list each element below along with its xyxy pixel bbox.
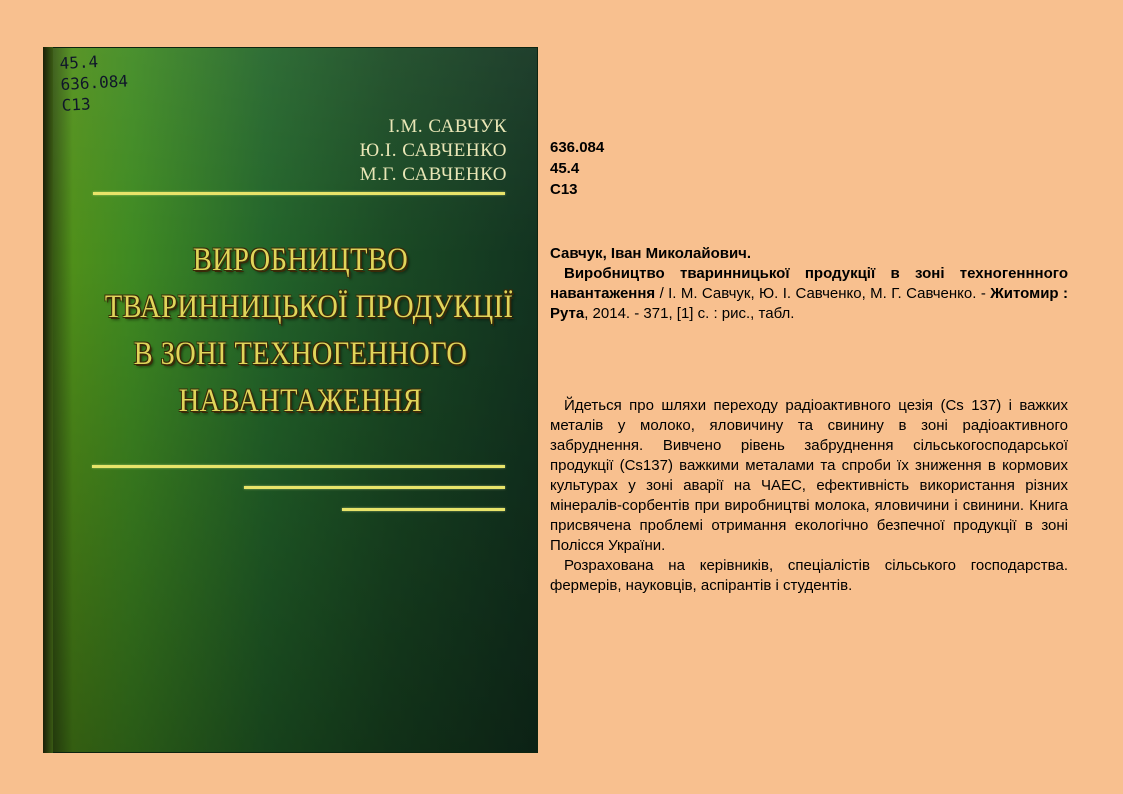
- record-responsibility: / І. М. Савчук, Ю. І. Савченко, М. Г. Савченко. -: [655, 285, 991, 302]
- cover-title-line-4: НАВАНТАЖЕННЯ: [178, 383, 423, 419]
- shelf-mark-2: 636.084: [60, 71, 129, 94]
- record-title: Виробництво тваринницької продукції в зоні техногеннного навантаження: [550, 265, 1068, 302]
- author-heading: Савчук, Іван Миколайович.: [550, 245, 752, 262]
- annotation: [550, 396, 1068, 596]
- code-udc: 636.084: [550, 139, 605, 156]
- handwritten-shelf-marks: [59, 47, 172, 116]
- book-spine-edge: [43, 47, 53, 753]
- code-author-sign: С13: [550, 181, 578, 198]
- cover-decor-line-top: [93, 192, 505, 195]
- cover-decor-line-1: [92, 465, 505, 468]
- cover-title-line-3: В ЗОНІ ТЕХНОГЕННОГО: [133, 336, 468, 372]
- record-details: , 2014. - 371, [1] с. : рис., табл.: [584, 305, 795, 322]
- cover-author-2: Ю.І. САВЧЕНКО: [359, 140, 507, 161]
- cover-author-3: М.Г. САВЧЕНКО: [359, 164, 507, 185]
- annotation-paragraph-2: Розрахована на керівників, спеціалістів сільського господарства. фермерів, науковців, аспірантів і студентів.: [550, 557, 1068, 594]
- code-bbk: 45.4: [550, 160, 580, 177]
- shelf-mark-1: 45.4: [59, 51, 99, 73]
- cover-title-line-1: ВИРОБНИЦТВО: [192, 242, 409, 278]
- cover-title: [104, 237, 514, 425]
- cover-author-1: І.М. САВЧУК: [388, 116, 507, 137]
- book-cover: [43, 47, 538, 753]
- shelf-mark-3: С13: [61, 94, 92, 115]
- bibliographic-record: [550, 244, 1068, 324]
- cover-authors: [207, 115, 507, 187]
- cover-decor-line-3: [342, 508, 505, 511]
- cover-decor-line-2: [244, 486, 505, 489]
- classification-codes: [550, 137, 604, 200]
- cover-title-line-2: ТВАРИННИЦЬКОЇ ПРОДУКЦІЇ: [104, 289, 514, 325]
- annotation-paragraph-1: Йдеться про шляхи переходу радіоактивного цезія (Cs 137) і важких металів у молоко, яловичину та свинину в зоні радіоактивного забруднення. Вивчено рівень забруднення сільськогосподарської продукції (Cs137) важкими металами та спроби їх зниження в кормових культурах у зоні аварії на ЧАЕС, ефективність використання різних мінералів-сорбентів при виробництві молока, яловичини і свинини. Книга присвячена проблемі отримання екологічно безпечної продукції в зоні Полісся України.: [550, 397, 1068, 554]
- record-publisher: Житомир : Рута: [550, 285, 1068, 322]
